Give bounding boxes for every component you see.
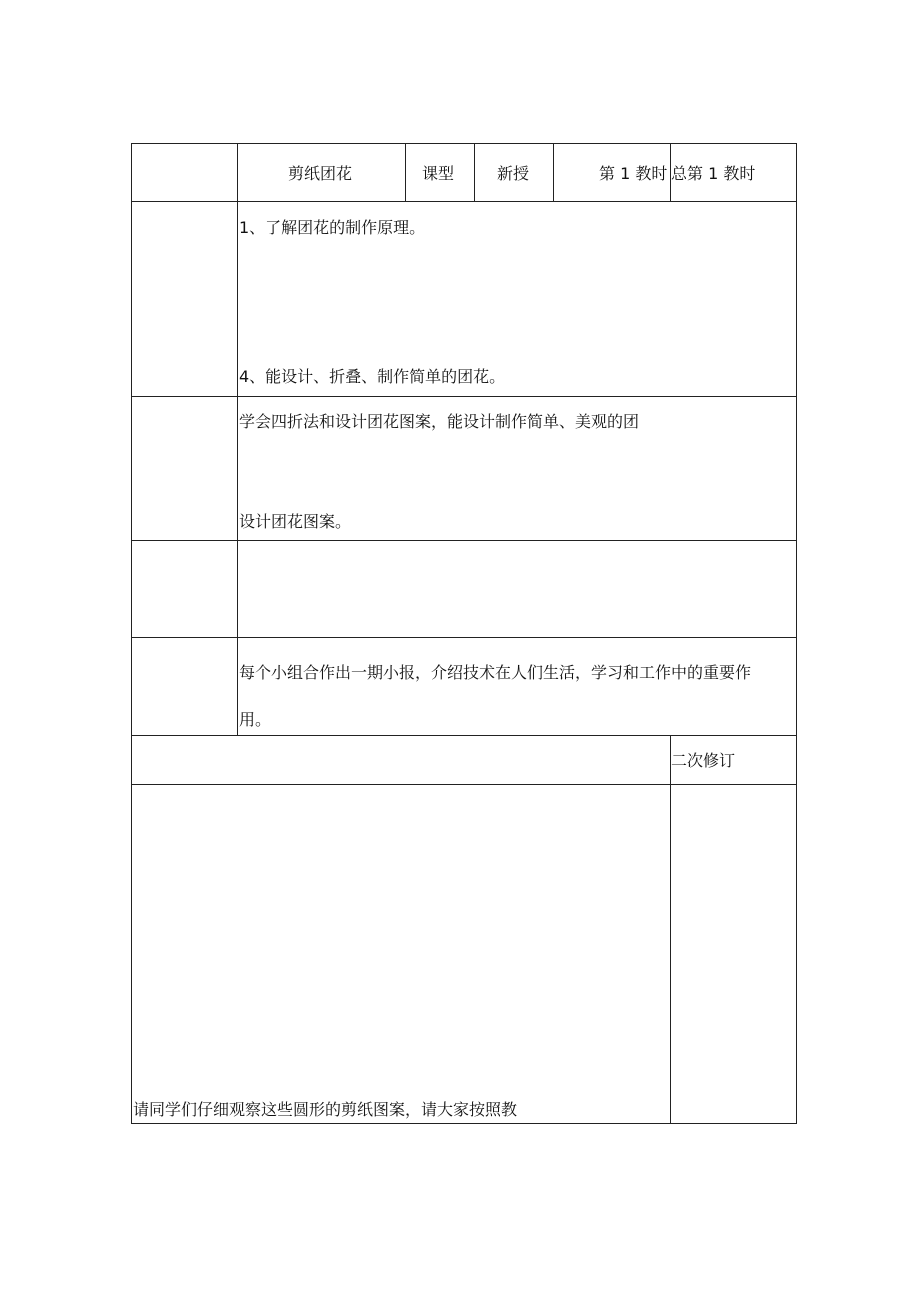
table-border-bottom: [131, 1123, 797, 1124]
key-point-line-1: 学会四折法和设计团花图案，能设计制作简单、美观的团: [239, 412, 640, 431]
lesson-title: 剪纸团花: [288, 164, 353, 183]
row-divider-6: [131, 784, 797, 785]
lesson-type-value: 新授: [497, 164, 530, 183]
objective-item-4: 4、能设计、折叠、制作简单的团花。: [239, 367, 506, 386]
period-text: 第 1 教时: [599, 164, 668, 183]
preparation-line-1: 每个小组合作出一期小报，介绍技术在人们生活，学习和工作中的重要作: [239, 663, 752, 682]
row-divider-3: [131, 540, 797, 541]
table-border-right: [796, 143, 797, 1124]
table-border-top: [131, 143, 797, 144]
row-divider-1: [131, 201, 797, 202]
lesson-type-label: 课型: [422, 164, 455, 183]
row-divider-5: [131, 735, 797, 736]
row-divider-2: [131, 396, 797, 397]
revision-column-divider: [670, 735, 671, 1124]
objective-item-1: 1、了解团花的制作原理。: [239, 218, 426, 237]
process-text: 请同学们仔细观察这些圆形的剪纸图案，请大家按照教: [133, 1100, 518, 1119]
row-divider-4: [131, 637, 797, 638]
key-point-line-2: 设计团花图案。: [239, 512, 352, 531]
label-column-divider: [237, 143, 238, 735]
header-divider-value: [553, 143, 554, 201]
table-border-left: [131, 143, 132, 1124]
revision-label: 二次修订: [671, 751, 736, 770]
total-period-text: 总第 1 教时: [671, 164, 756, 183]
header-divider-title: [405, 143, 406, 201]
preparation-line-2: 用。: [239, 710, 272, 729]
header-divider-type: [474, 143, 475, 201]
